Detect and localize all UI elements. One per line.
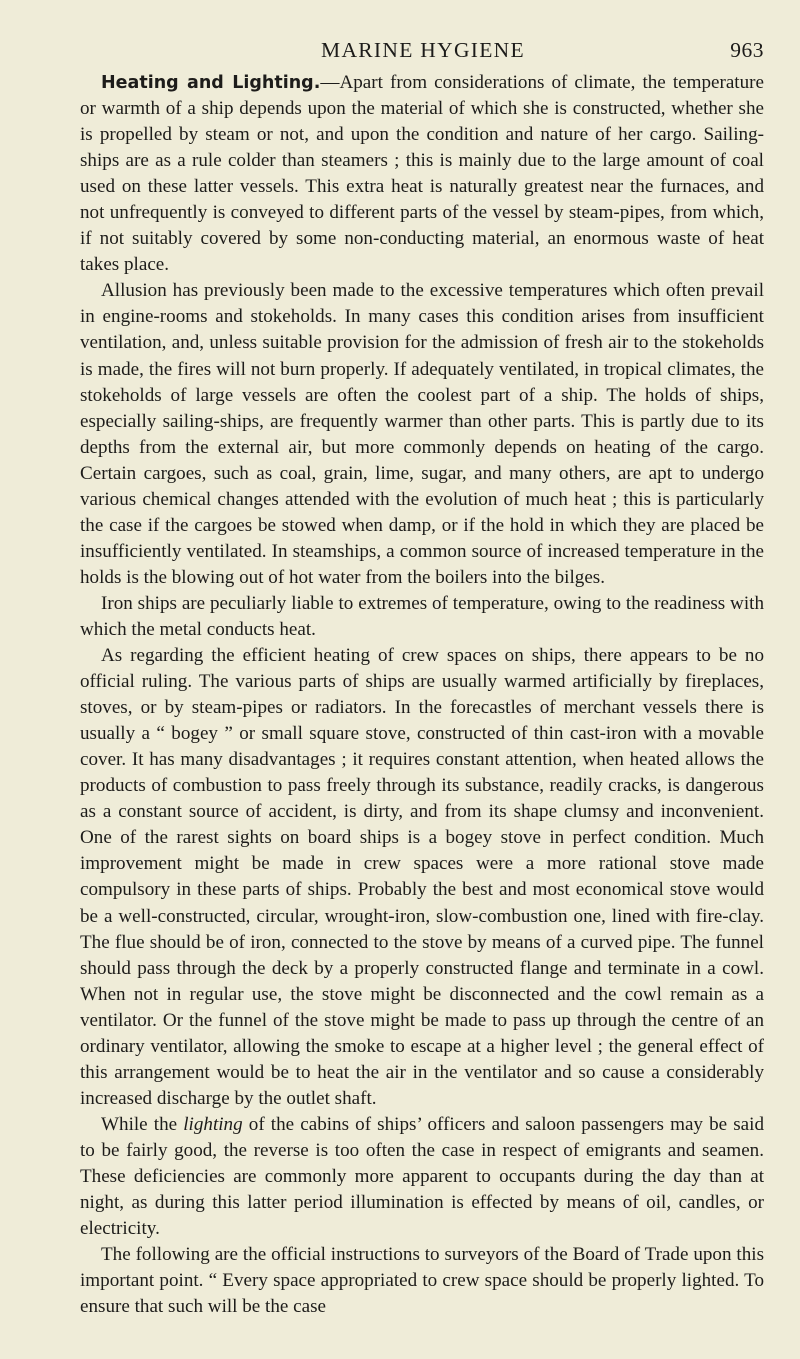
- body-text: [80, 70, 764, 1320]
- page-number: 963: [730, 38, 764, 62]
- paragraph-text: While the: [101, 1113, 184, 1135]
- paragraph-stokeholds: Allusion has previously been made to the excessive temperatures which often prevail in engine-rooms and stokeholds. In many cases this condition arises from insufficient ventilation, and, unless suitable provision for the admission of fresh air to the stokeholds is made, the fires will not burn properly. If adequately ventilated, in tropical climates, the stokeholds of large vessels are often the coolest part of a ship. The holds of ships, especially sailing-ships, are frequently warmer than other parts. This is partly due to its depths from the external air, but more commonly depends on heating of the cargo. Certain cargoes, such as coal, grain, lime, sugar, and many others, are apt to undergo various chemical changes attended with the evolution of much heat ; this is particularly the case if the cargoes be stowed when damp, or if the hold in which they are placed be insufficiently ventilated. In steamships, a common source of increased temperature in the holds is the blowing out of hot water from the boilers into the bilges.: [80, 280, 764, 588]
- section-heading: Heating and Lighting.: [101, 73, 321, 93]
- paragraph-board-of-trade: The following are the official instructions to surveyors of the Board of Trade upon this important point. “ Every space appropriated to crew space should be properly lighted. To ensure that such will be the case: [80, 1244, 764, 1318]
- running-head: MARINE HYGIENE: [321, 38, 525, 62]
- paragraph-text: of the cabins of ships’ officers and saloon passengers may be said to be fairly good, the reverse is too often the case in respect of emigrants and seamen. These deficiencies are commonly more apparent to occupants during the day than at night, as during this latter period illumination is effected by means of oil, candles, or electricity.: [80, 1113, 764, 1240]
- paragraph-crew-heating: As regarding the efficient heating of crew spaces on ships, there appears to be no official ruling. The various parts of ships are usually warmed artificially by fireplaces, stoves, or by steam-pipes or radiators. In the forecastles of merchant vessels there is usually a “ bogey ” or small square stove, constructed of thin cast-iron with a movable cover. It has many disadvantages ; it requires constant attention, when heated allows the products of combustion to pass freely through its substance, readily cracks, is dangerous as a constant source of accident, is dirty, and from its shape clumsy and inconvenient. One of the rarest sights on board ships is a bogey stove in perfect condition. Much improvement might be made in crew spaces were a more rational stove made compulsory in these parts of ships. Probably the best and most economical stove would be a well-constructed, circular, wrought-iron, slow-combustion one, lined with fire-clay. The flue should be of iron, connected to the stove by means of a curved pipe. The funnel should pass through the deck by a properly constructed flange and terminate in a cowl. When not in regular use, the stove might be disconnected and the cowl remain as a ventilator. Or the funnel of the stove might be made to pass up through the centre of an ordinary ventilator, allowing the smoke to escape at a higher level ; the general effect of this arrangement would be to heat the air in the ventilator and so cause a considerably increased discharge by the outlet shaft.: [80, 645, 764, 1109]
- paragraph-text: —Apart from considerations of climate, the temperature or warmth of a ship depends upon the material of which she is constructed, whether she is propelled by steam or not, and upon the condition and nature of her cargo. Sailing-ships are as a rule colder than steamers ; this is mainly due to the large amount of coal used on these latter vessels. This extra heat is naturally greatest near the furnaces, and not unfrequently is conveyed to different parts of the vessel by steam-pipes, from which, if not suitably covered by some non-conducting material, an enormous waste of heat takes place.: [80, 72, 764, 276]
- paragraph-heating-and-lighting: [80, 70, 764, 278]
- italic-term: lighting: [183, 1113, 243, 1135]
- page-header: [82, 38, 764, 68]
- paragraph-iron-ships: Iron ships are peculiarly liable to extremes of temperature, owing to the readiness with which the metal conducts heat.: [80, 592, 764, 640]
- paragraph-lighting: [80, 1112, 764, 1242]
